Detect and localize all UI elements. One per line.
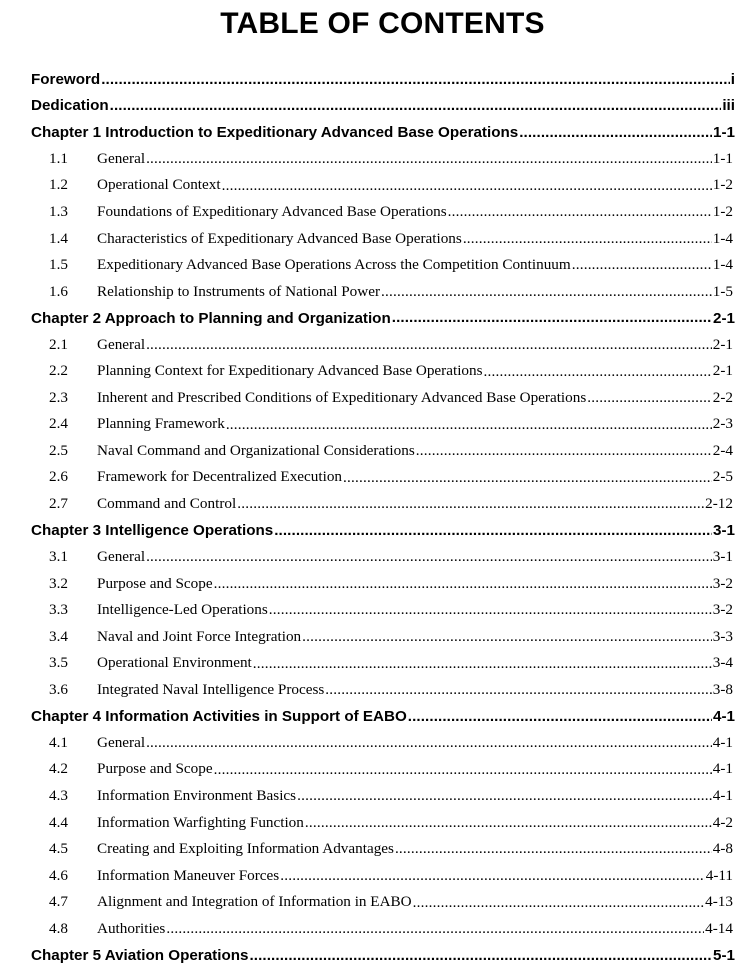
section-number: 1.3 [49, 203, 68, 220]
toc-section-entry[interactable] [0, 650, 755, 677]
section-number: 3.1 [49, 548, 68, 566]
dot-leader [305, 814, 712, 832]
page-number: 2-2 [712, 388, 733, 406]
page-number: 1-4 [712, 256, 733, 274]
dot-leader [280, 867, 705, 885]
toc-section-entry[interactable] [0, 544, 755, 571]
dot-leader [392, 309, 712, 327]
entry-title: Planning Framework [97, 415, 225, 433]
toc-section-entry[interactable] [0, 172, 755, 199]
section-number: 4.7 [49, 893, 68, 911]
toc-section-entry[interactable] [0, 252, 755, 279]
page-number: 2-4 [712, 441, 733, 459]
entry-title: Information Maneuver Forces [97, 866, 280, 884]
dot-leader [297, 787, 712, 805]
toc-section-entry[interactable] [0, 331, 755, 358]
page-number: 5-1 [713, 946, 735, 964]
dot-leader [343, 469, 712, 487]
entry-title: Framework for Decentralized Execution [97, 468, 343, 486]
dot-leader [214, 761, 712, 779]
section-number: 2.5 [49, 441, 68, 459]
toc-section-entry[interactable] [0, 438, 755, 465]
toc-section-entry[interactable] [0, 756, 755, 783]
toc-section-entry[interactable] [0, 916, 755, 943]
page-number: 3-8 [712, 680, 733, 698]
toc-section-entry[interactable] [0, 146, 755, 173]
page-number: 4-2 [712, 813, 733, 831]
toc-section-entry[interactable] [0, 491, 755, 518]
entry-title: Naval Command and Organizational Considerations [97, 441, 415, 459]
entry-title: Naval and Joint Force Integration [97, 627, 302, 645]
section-number: 1.1 [49, 149, 68, 167]
toc-section-entry[interactable] [0, 225, 755, 252]
page-number: 4-1 [712, 787, 733, 805]
toc-section-entry[interactable] [0, 677, 755, 704]
dot-leader [463, 230, 712, 248]
entry-title: General [97, 548, 146, 566]
entry-title: Chapter 1 Introduction to Expeditionary Advanced Base Operations [31, 123, 519, 141]
entry-title: Operational Context [97, 176, 221, 194]
dot-leader [395, 840, 712, 858]
page-number: 2-1 [712, 335, 733, 353]
page-number: 4-1 [713, 707, 735, 725]
dot-leader [274, 522, 712, 540]
toc-section-entry[interactable] [0, 411, 755, 438]
toc-chapter-entry[interactable] [0, 305, 755, 332]
toc-chapter-entry[interactable] [0, 93, 755, 120]
page-number: 1-2 [712, 176, 733, 194]
page-number: iii [722, 97, 735, 115]
section-number: 1.6 [49, 282, 68, 300]
page-number: 4-13 [705, 893, 733, 911]
entry-title: Operational Environment [97, 654, 252, 672]
dot-leader [381, 283, 712, 301]
toc-chapter-entry[interactable] [0, 66, 755, 93]
entry-title: General [97, 335, 146, 353]
entry-title: General [97, 149, 146, 167]
entry-title: Planning Context for Expeditionary Advanced Base Operations [97, 362, 483, 380]
entry-title: General [97, 733, 146, 751]
section-number: 1.4 [49, 229, 68, 247]
entry-title: Information Warfighting Function [97, 813, 304, 831]
page-number: 3-2 [712, 574, 733, 592]
section-number: 4.2 [49, 760, 68, 778]
dot-leader [146, 734, 712, 752]
toc-section-entry[interactable] [0, 862, 755, 889]
dot-leader [572, 256, 712, 274]
entry-title: Purpose and Scope [97, 760, 213, 778]
section-number: 2.3 [49, 388, 68, 406]
entry-title: Chapter 3 Intelligence Operations [31, 522, 274, 540]
section-number: 2.6 [49, 468, 68, 486]
dot-leader [222, 177, 712, 195]
entry-title: Command and Control [97, 495, 237, 513]
entry-title: Characteristics of Expeditionary Advanced Base Operations [97, 229, 462, 247]
page-number: 4-14 [705, 919, 733, 937]
dot-leader [101, 71, 730, 89]
toc-section-entry[interactable] [0, 809, 755, 836]
toc-chapter-entry[interactable] [0, 703, 755, 730]
dot-leader [226, 416, 712, 434]
dot-leader [253, 655, 712, 673]
page-number: 1-2 [712, 203, 733, 220]
entry-title: Expeditionary Advanced Base Operations Across the Competition Continuum [97, 256, 571, 274]
dot-leader [484, 363, 712, 381]
page-number: 2-3 [712, 415, 733, 433]
entry-title: Alignment and Integration of Information in EABO [97, 893, 412, 911]
dot-leader [214, 575, 712, 593]
page-number: 2-5 [712, 468, 733, 486]
entry-title: Foundations of Expeditionary Advanced Base Operations [97, 203, 447, 220]
toc-section-entry[interactable] [0, 385, 755, 412]
page-number: 4-1 [712, 760, 733, 778]
page-number: 3-3 [712, 627, 733, 645]
page-number: 4-1 [712, 733, 733, 751]
section-number: 4.3 [49, 787, 68, 805]
page-number: 3-1 [712, 548, 733, 566]
entry-title: Inherent and Prescribed Conditions of Expeditionary Advanced Base Operations [97, 388, 587, 406]
section-number: 4.6 [49, 866, 68, 884]
section-number: 4.1 [49, 733, 68, 751]
dot-leader [448, 203, 712, 221]
page-number: 4-11 [705, 866, 733, 884]
dot-leader [416, 442, 712, 460]
entry-title: Authorities [97, 919, 166, 937]
section-number: 2.2 [49, 362, 68, 380]
page-number: 2-1 [713, 309, 735, 327]
section-number: 3.4 [49, 627, 68, 645]
dot-leader [237, 495, 704, 513]
page-title: TABLE OF CONTENTS [220, 7, 545, 40]
toc-chapter-entry[interactable] [0, 942, 755, 969]
dot-leader [302, 628, 712, 646]
toc-section-entry[interactable] [0, 278, 755, 305]
dot-leader [587, 389, 712, 407]
section-number: 3.5 [49, 654, 68, 672]
page-number: 3-2 [712, 601, 733, 619]
toc-section-entry[interactable] [0, 464, 755, 491]
entry-title: Chapter 2 Approach to Planning and Organization [31, 309, 391, 327]
page-number: 2-1 [712, 362, 733, 380]
dot-leader [166, 920, 704, 938]
dot-leader [269, 601, 712, 619]
entry-title: Integrated Naval Intelligence Process [97, 680, 325, 698]
dot-leader [110, 97, 722, 115]
dot-leader [325, 681, 711, 699]
section-number: 4.5 [49, 840, 68, 858]
page-number: 2-12 [705, 495, 733, 513]
toc-section-entry[interactable] [0, 730, 755, 757]
section-number: 1.5 [49, 256, 68, 274]
entry-title: Information Environment Basics [97, 787, 297, 805]
entry-title: Dedication [31, 97, 109, 115]
entry-title: Intelligence-Led Operations [97, 601, 268, 619]
page-number: 1-1 [713, 123, 735, 141]
section-number: 3.6 [49, 680, 68, 698]
section-number: 3.3 [49, 601, 68, 619]
toc-section-entry[interactable] [0, 570, 755, 597]
toc-section-entry[interactable] [0, 358, 755, 385]
section-number: 2.7 [49, 495, 68, 513]
entry-title: Foreword [31, 70, 101, 88]
page-number: 3-4 [712, 654, 733, 672]
dot-leader [413, 894, 705, 912]
toc-section-entry[interactable] [0, 836, 755, 863]
section-number: 4.8 [49, 919, 68, 937]
page-number: 3-1 [713, 522, 735, 540]
page-number: 1-1 [712, 149, 733, 167]
dot-leader [408, 708, 712, 726]
toc-section-entry[interactable] [0, 199, 755, 226]
toc-chapter-entry[interactable] [0, 517, 755, 544]
section-number: 1.2 [49, 176, 68, 194]
toc-section-entry[interactable] [0, 889, 755, 916]
section-number: 2.4 [49, 415, 68, 433]
dot-leader [146, 548, 712, 566]
dot-leader [146, 150, 712, 168]
dot-leader [146, 336, 712, 354]
section-number: 4.4 [49, 813, 68, 831]
entry-title: Creating and Exploiting Information Advantages [97, 840, 394, 858]
toc-section-entry[interactable] [0, 597, 755, 624]
entry-title: Relationship to Instruments of National Power [97, 282, 381, 300]
toc-section-entry[interactable] [0, 623, 755, 650]
section-number: 2.1 [49, 335, 68, 353]
entry-title: Chapter 4 Information Activities in Support of EABO [31, 707, 407, 725]
page-number: 4-8 [712, 840, 733, 858]
toc-section-entry[interactable] [0, 783, 755, 810]
entry-title: Purpose and Scope [97, 574, 213, 592]
section-number: 3.2 [49, 574, 68, 592]
page-number: 1-5 [712, 282, 733, 300]
dot-leader [519, 124, 712, 142]
dot-leader [249, 947, 712, 965]
table-of-contents [0, 66, 755, 969]
entry-title: Chapter 5 Aviation Operations [31, 946, 249, 964]
page-number: i [730, 70, 735, 88]
toc-chapter-entry[interactable] [0, 119, 755, 146]
page-number: 1-4 [712, 229, 733, 247]
